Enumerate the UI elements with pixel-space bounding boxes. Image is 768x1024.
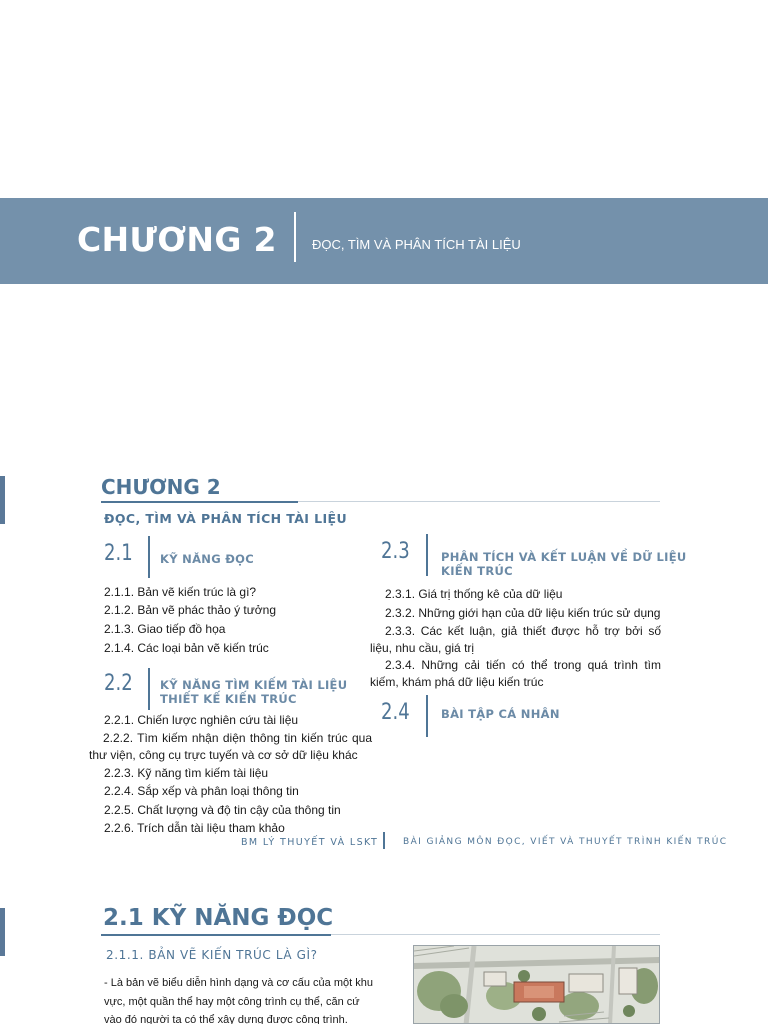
chapter-banner	[0, 198, 768, 284]
section-heading: 2.1 KỸ NĂNG ĐỌC	[103, 905, 334, 931]
toc-item: 2.2.3. Kỹ năng tìm kiếm tài liệu	[104, 766, 269, 780]
section-title-2-1	[160, 552, 254, 566]
toc-title-rule-light	[298, 501, 660, 502]
toc-item: 2.3.1. Giá trị thống kê của dữ liệu	[385, 587, 563, 601]
section-title-line: KỸ NĂNG TÌM KIẾM TÀI LIỆU	[160, 678, 348, 692]
toc-item: 2.3.2. Những giới hạn của dữ liệu kiến trúc sử dụng	[385, 606, 661, 620]
body-line: vào đó người ta có thể xây dựng được công trình.	[104, 1014, 348, 1024]
toc-item: 2.3.4. Những cải tiến có thể trong quá trình tìm kiếm, khám phá dữ liệu kiến trúc	[370, 658, 661, 689]
toc-subtitle: ĐỌC, TÌM VÀ PHÂN TÍCH TÀI LIỆU	[104, 511, 348, 526]
slide-edge-marker	[0, 476, 5, 524]
body-paragraph	[104, 974, 387, 1024]
toc-item: 2.1.1. Bản vẽ kiến trúc là gì?	[104, 585, 257, 599]
section-title-line: THIẾT KẾ KIẾN TRÚC	[160, 692, 297, 706]
section-title-line: BÀI TẬP CÁ NHÂN	[441, 707, 560, 721]
section-divider	[426, 695, 428, 737]
slide-edge-marker	[0, 908, 5, 956]
section-number-2-2: 2.2	[104, 671, 133, 696]
footer-department: BM LÝ THUYẾT VÀ LSKT	[241, 837, 379, 848]
section-title-line: PHÂN TÍCH VÀ KẾT LUẬN VỀ DỮ LIỆU	[441, 550, 687, 564]
toc-item: 2.2.1. Chiến lược nghiên cứu tài liệu	[104, 713, 299, 727]
banner-subtitle: ĐỌC, TÌM VÀ PHÂN TÍCH TÀI LIỆU	[312, 237, 521, 252]
section-title-2-3	[441, 550, 687, 578]
section-title-line: KỸ NĂNG ĐỌC	[160, 552, 254, 566]
toc-item: 2.1.3. Giao tiếp đồ họa	[104, 622, 226, 636]
toc-item: 2.2.2. Tìm kiếm nhận diện thông tin kiến trúc qua thư viện, công cụ trực tuyến và cơ sở dữ liệu khác	[89, 731, 372, 762]
body-line: vực, một quần thể hay một công trình cụ thể, căn cứ	[104, 995, 360, 1008]
toc-item: 2.2.4. Sắp xếp và phân loại thông tin	[104, 784, 299, 798]
section-number-2-4: 2.4	[381, 700, 410, 725]
section-divider	[148, 668, 150, 710]
section-heading-rule-light	[331, 934, 660, 935]
section-number-2-3: 2.3	[381, 539, 410, 564]
section-heading-rule	[101, 934, 331, 936]
toc-title-rule	[101, 501, 298, 503]
toc-item: 2.3.3. Các kết luận, giả thiết được hỗ trợ bởi số liệu, nhu cầu, giá trị	[370, 624, 661, 655]
section-title-line: KIẾN TRÚC	[441, 564, 513, 578]
body-line: - Là bản vẽ biểu diễn hình dạng và cơ cấu của một khu	[104, 977, 373, 989]
section-number-2-1: 2.1	[104, 541, 133, 566]
subsection-heading: 2.1.1. BẢN VẼ KIẾN TRÚC LÀ GÌ?	[106, 948, 318, 962]
section-title-2-4	[441, 707, 560, 721]
site-plan-drawing	[414, 946, 660, 1024]
toc-item: 2.1.4. Các loại bản vẽ kiến trúc	[104, 641, 269, 655]
toc-title: CHƯƠNG 2	[101, 475, 221, 499]
section-divider	[148, 536, 150, 578]
toc-item: 2.2.5. Chất lượng và độ tin cậy của thông tin	[104, 803, 341, 817]
banner-divider	[294, 212, 296, 262]
footer-course: BÀI GIẢNG MÔN ĐỌC, VIẾT VÀ THUYẾT TRÌNH KIẾN TRÚC	[403, 837, 728, 847]
toc-item: 2.1.2. Bản vẽ phác thảo ý tưởng	[104, 603, 277, 617]
toc-item: 2.2.6. Trích dẫn tài liệu tham khảo	[104, 821, 285, 835]
section-title-2-2	[160, 678, 347, 706]
footer-divider	[383, 832, 385, 849]
site-plan-image	[413, 945, 660, 1024]
banner-chapter-title: CHƯƠNG 2	[77, 220, 277, 259]
section-divider	[426, 534, 428, 576]
